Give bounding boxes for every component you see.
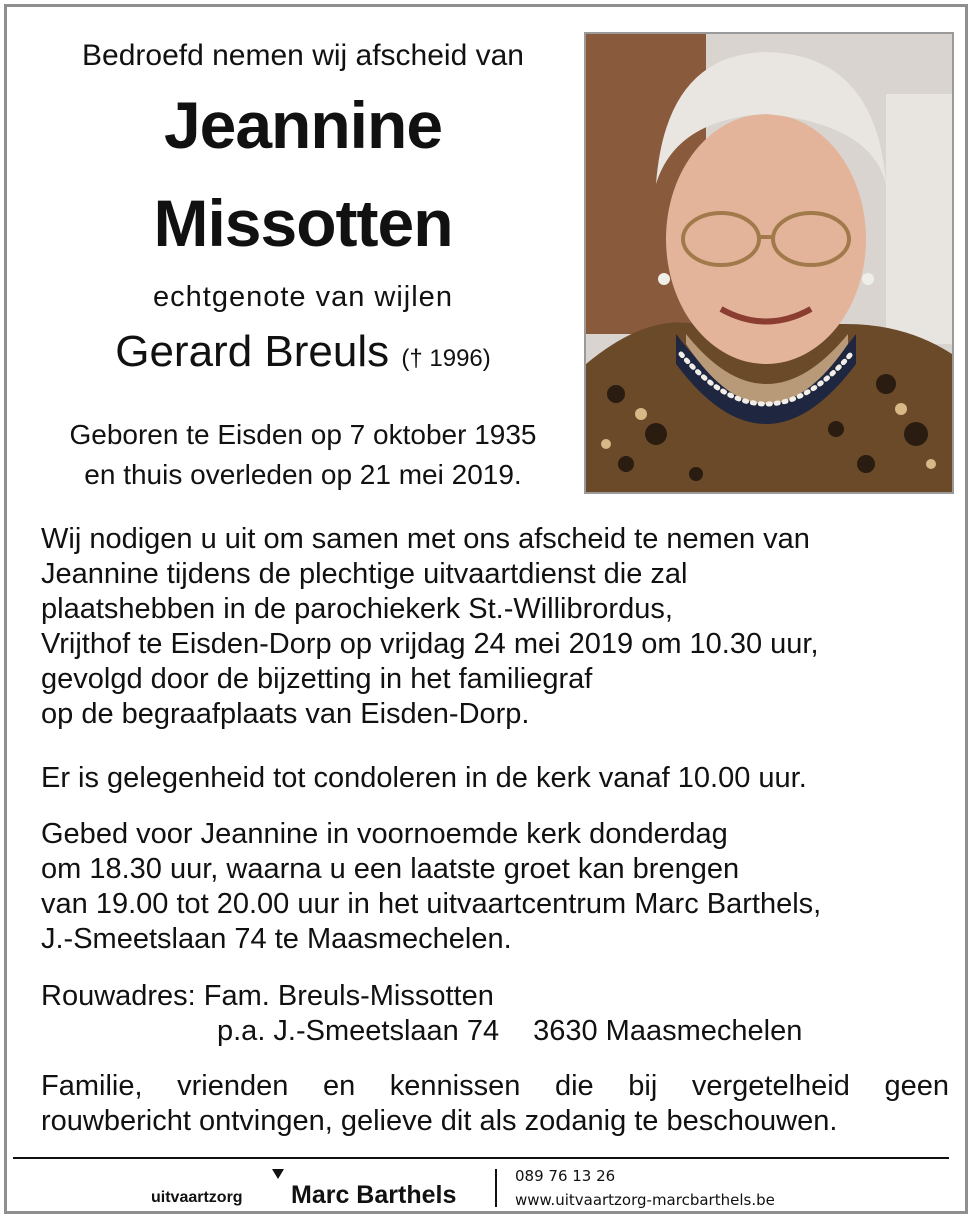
prayer-line: om 18.30 uur, waarna u een laatste groet kan brengen — [41, 853, 740, 885]
address-street: p.a. J.-Smeetslaan 74 — [217, 1015, 500, 1047]
invitation-line: Wij nodigen u uit om samen met ons afscheid te nemen van — [41, 523, 810, 555]
invitation-line: Jeannine tijdens de plechtige uitvaartdienst die zal — [41, 558, 688, 590]
spouse-intro: echtgenote van wijlen — [153, 281, 453, 313]
born-line: Geboren te Eisden op 7 oktober 1935 — [69, 419, 537, 450]
intro-text: Bedroefd nemen wij afscheid van — [82, 39, 524, 72]
footer-divider — [13, 1157, 949, 1159]
prayer-line: van 19.00 tot 20.00 uur in het uitvaartcentrum Marc Barthels, — [41, 888, 822, 920]
website-link[interactable]: www.uitvaartzorg-marcbarthels.be — [515, 1191, 775, 1209]
funeral-service-prefix: uitvaartzorg — [151, 1189, 243, 1206]
died-line: en thuis overleden op 21 mei 2019. — [84, 459, 522, 490]
phone-number: 089 76 13 26 — [515, 1167, 616, 1185]
address-line — [41, 1014, 949, 1049]
spouse-died: († 1996) — [401, 345, 491, 372]
prayer-paragraph — [41, 817, 949, 957]
portrait-photo — [584, 32, 954, 494]
invitation-line: plaatshebben in de parochiekerk St.-Willibrordus, — [41, 593, 673, 625]
spouse-name: Gerard Breuls — [115, 327, 390, 376]
invitation-line: op de begraafplaats van Eisden-Dorp. — [41, 698, 530, 730]
notice-line: Familie, vrienden en kennissen die bij vergetelheid geen — [41, 1070, 949, 1102]
footer — [7, 1165, 971, 1215]
address-city: 3630 Maasmechelen — [533, 1015, 803, 1047]
invitation-line: gevolgd door de bijzetting in het familiegraf — [41, 663, 593, 695]
portrait-illustration — [586, 34, 952, 492]
obituary-card — [4, 4, 968, 1214]
invitation-line: Vrijthof te Eisden-Dorp op vrijdag 24 mei 2019 om 10.30 uur, — [41, 628, 819, 660]
notice-paragraph — [41, 1069, 949, 1139]
spouse-line — [35, 327, 571, 377]
address-label: Rouwadres: Fam. Breuls-Missotten — [41, 980, 494, 1012]
mourning-address — [41, 979, 949, 1049]
logo-triangle-icon — [272, 1169, 284, 1179]
deceased-last-name: Missotten — [153, 186, 453, 260]
invitation-paragraph — [41, 522, 949, 732]
prayer-line: Gebed voor Jeannine in voornoemde kerk donderdag — [41, 818, 728, 850]
deceased-first-name: Jeannine — [163, 88, 443, 162]
birth-death-info — [35, 415, 571, 495]
notice-line: rouwbericht ontvingen, gelieve dit als zodanig te beschouwen. — [41, 1105, 838, 1137]
condolences-paragraph: Er is gelegenheid tot condoleren in de kerk vanaf 10.00 uur. — [41, 762, 807, 794]
prayer-line: J.-Smeetslaan 74 te Maasmechelen. — [41, 923, 512, 955]
footer-separator — [495, 1169, 497, 1207]
funeral-service-brand: Marc Barthels — [291, 1181, 457, 1209]
